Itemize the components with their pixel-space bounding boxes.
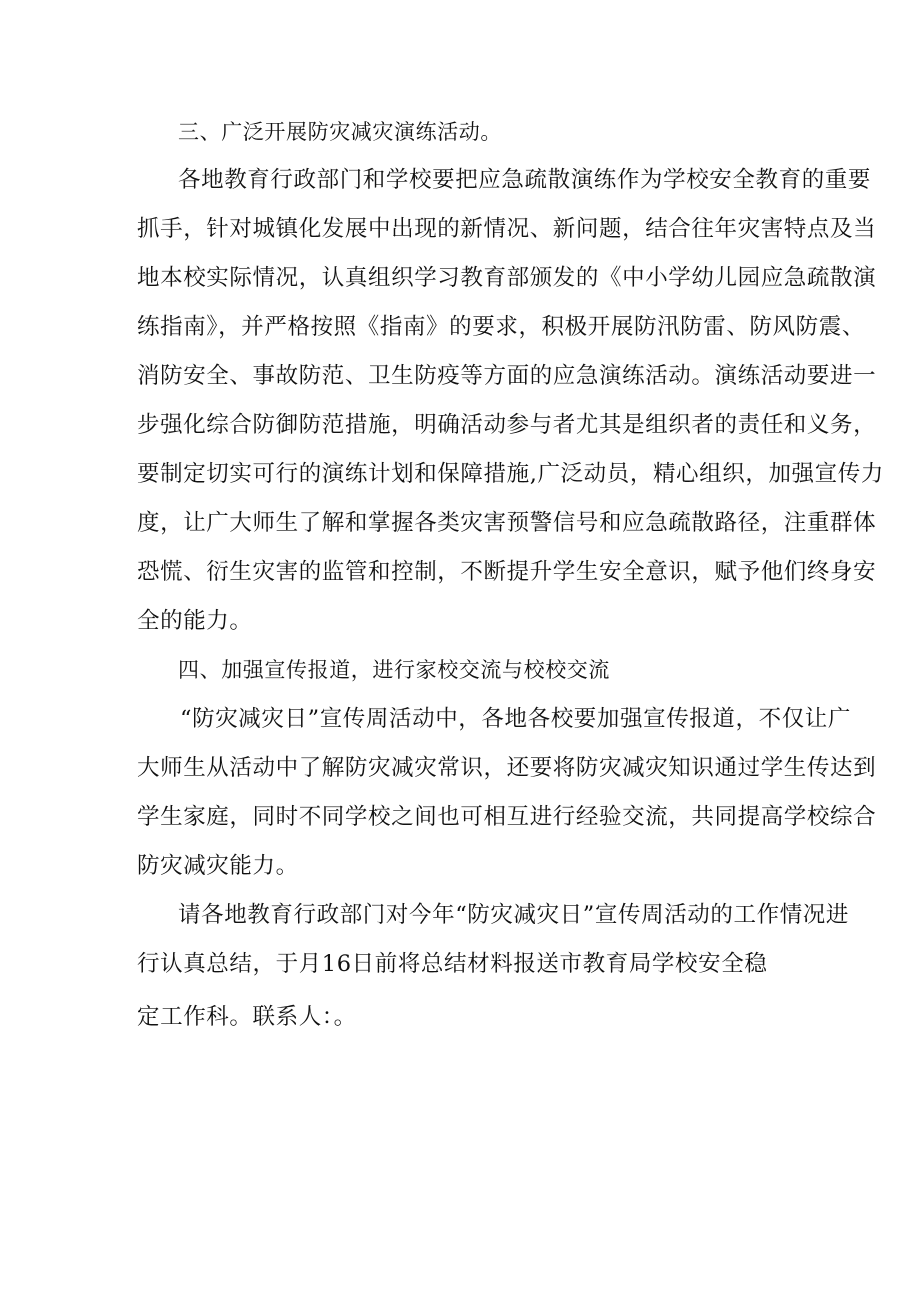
- paragraph-line: 防灾减灾能力。: [137, 853, 299, 879]
- paragraph-line: 恐慌、衍生灾害的监管和控制，不断提升学生安全意识，赋予他们终身安: [137, 559, 877, 585]
- paragraph-line: 请各地教育行政部门对今年“防灾减灾日”宣传周活动的工作情况进: [178, 902, 850, 928]
- paragraph-line: 行认真总结，于月16日前将总结材料报送市教育局学校安全稳: [137, 951, 768, 977]
- paragraph-line: 练指南》，并严格按照《指南》的要求，积极开展防汛防雷、防风防震、: [137, 314, 865, 340]
- paragraph-line: 消防安全、事故防范、卫生防疫等方面的应急演练活动。演练活动要进一: [137, 363, 877, 389]
- paragraph-line: 大师生从活动中了解防灾减灾常识，还要将防灾减灾知识通过学生传达到: [137, 755, 877, 781]
- paragraph-line: 定工作科。联系人：。: [137, 1004, 357, 1030]
- paragraph-line: 学生家庭，同时不同学校之间也可相互进行经验交流，共同提高学校综合: [137, 804, 877, 830]
- paragraph-line: 度，让广大师生了解和掌握各类灾害预警信号和应急疏散路径，注重群体: [137, 510, 877, 536]
- paragraph-line: 各地教育行政部门和学校要把应急疏散演练作为学校安全教育的重要: [178, 167, 872, 193]
- paragraph-line: 抓手，针对城镇化发展中出现的新情况、新问题，结合往年灾害特点及当: [137, 216, 877, 242]
- paragraph-line: “防灾减灾日”宣传周活动中，各地各校要加强宣传报道，不仅让广: [180, 706, 852, 732]
- paragraph-line: 步强化综合防御防范措施，明确活动参与者尤其是组织者的责任和义务，: [137, 412, 877, 438]
- paragraph-line: 全的能力。: [137, 608, 253, 634]
- section-4-heading: 四、加强宣传报道，进行家校交流与校校交流: [178, 658, 610, 682]
- paragraph-line: 要制定切实可行的演练计划和保障措施,广泛动员，精心组织，加强宣传力: [137, 461, 884, 487]
- paragraph-line: 地本校实际情况，认真组织学习教育部颁发的《中小学幼儿园应急疏散演: [137, 265, 877, 291]
- section-3-heading: 三、广泛开展防灾减灾演练活动。: [178, 120, 502, 144]
